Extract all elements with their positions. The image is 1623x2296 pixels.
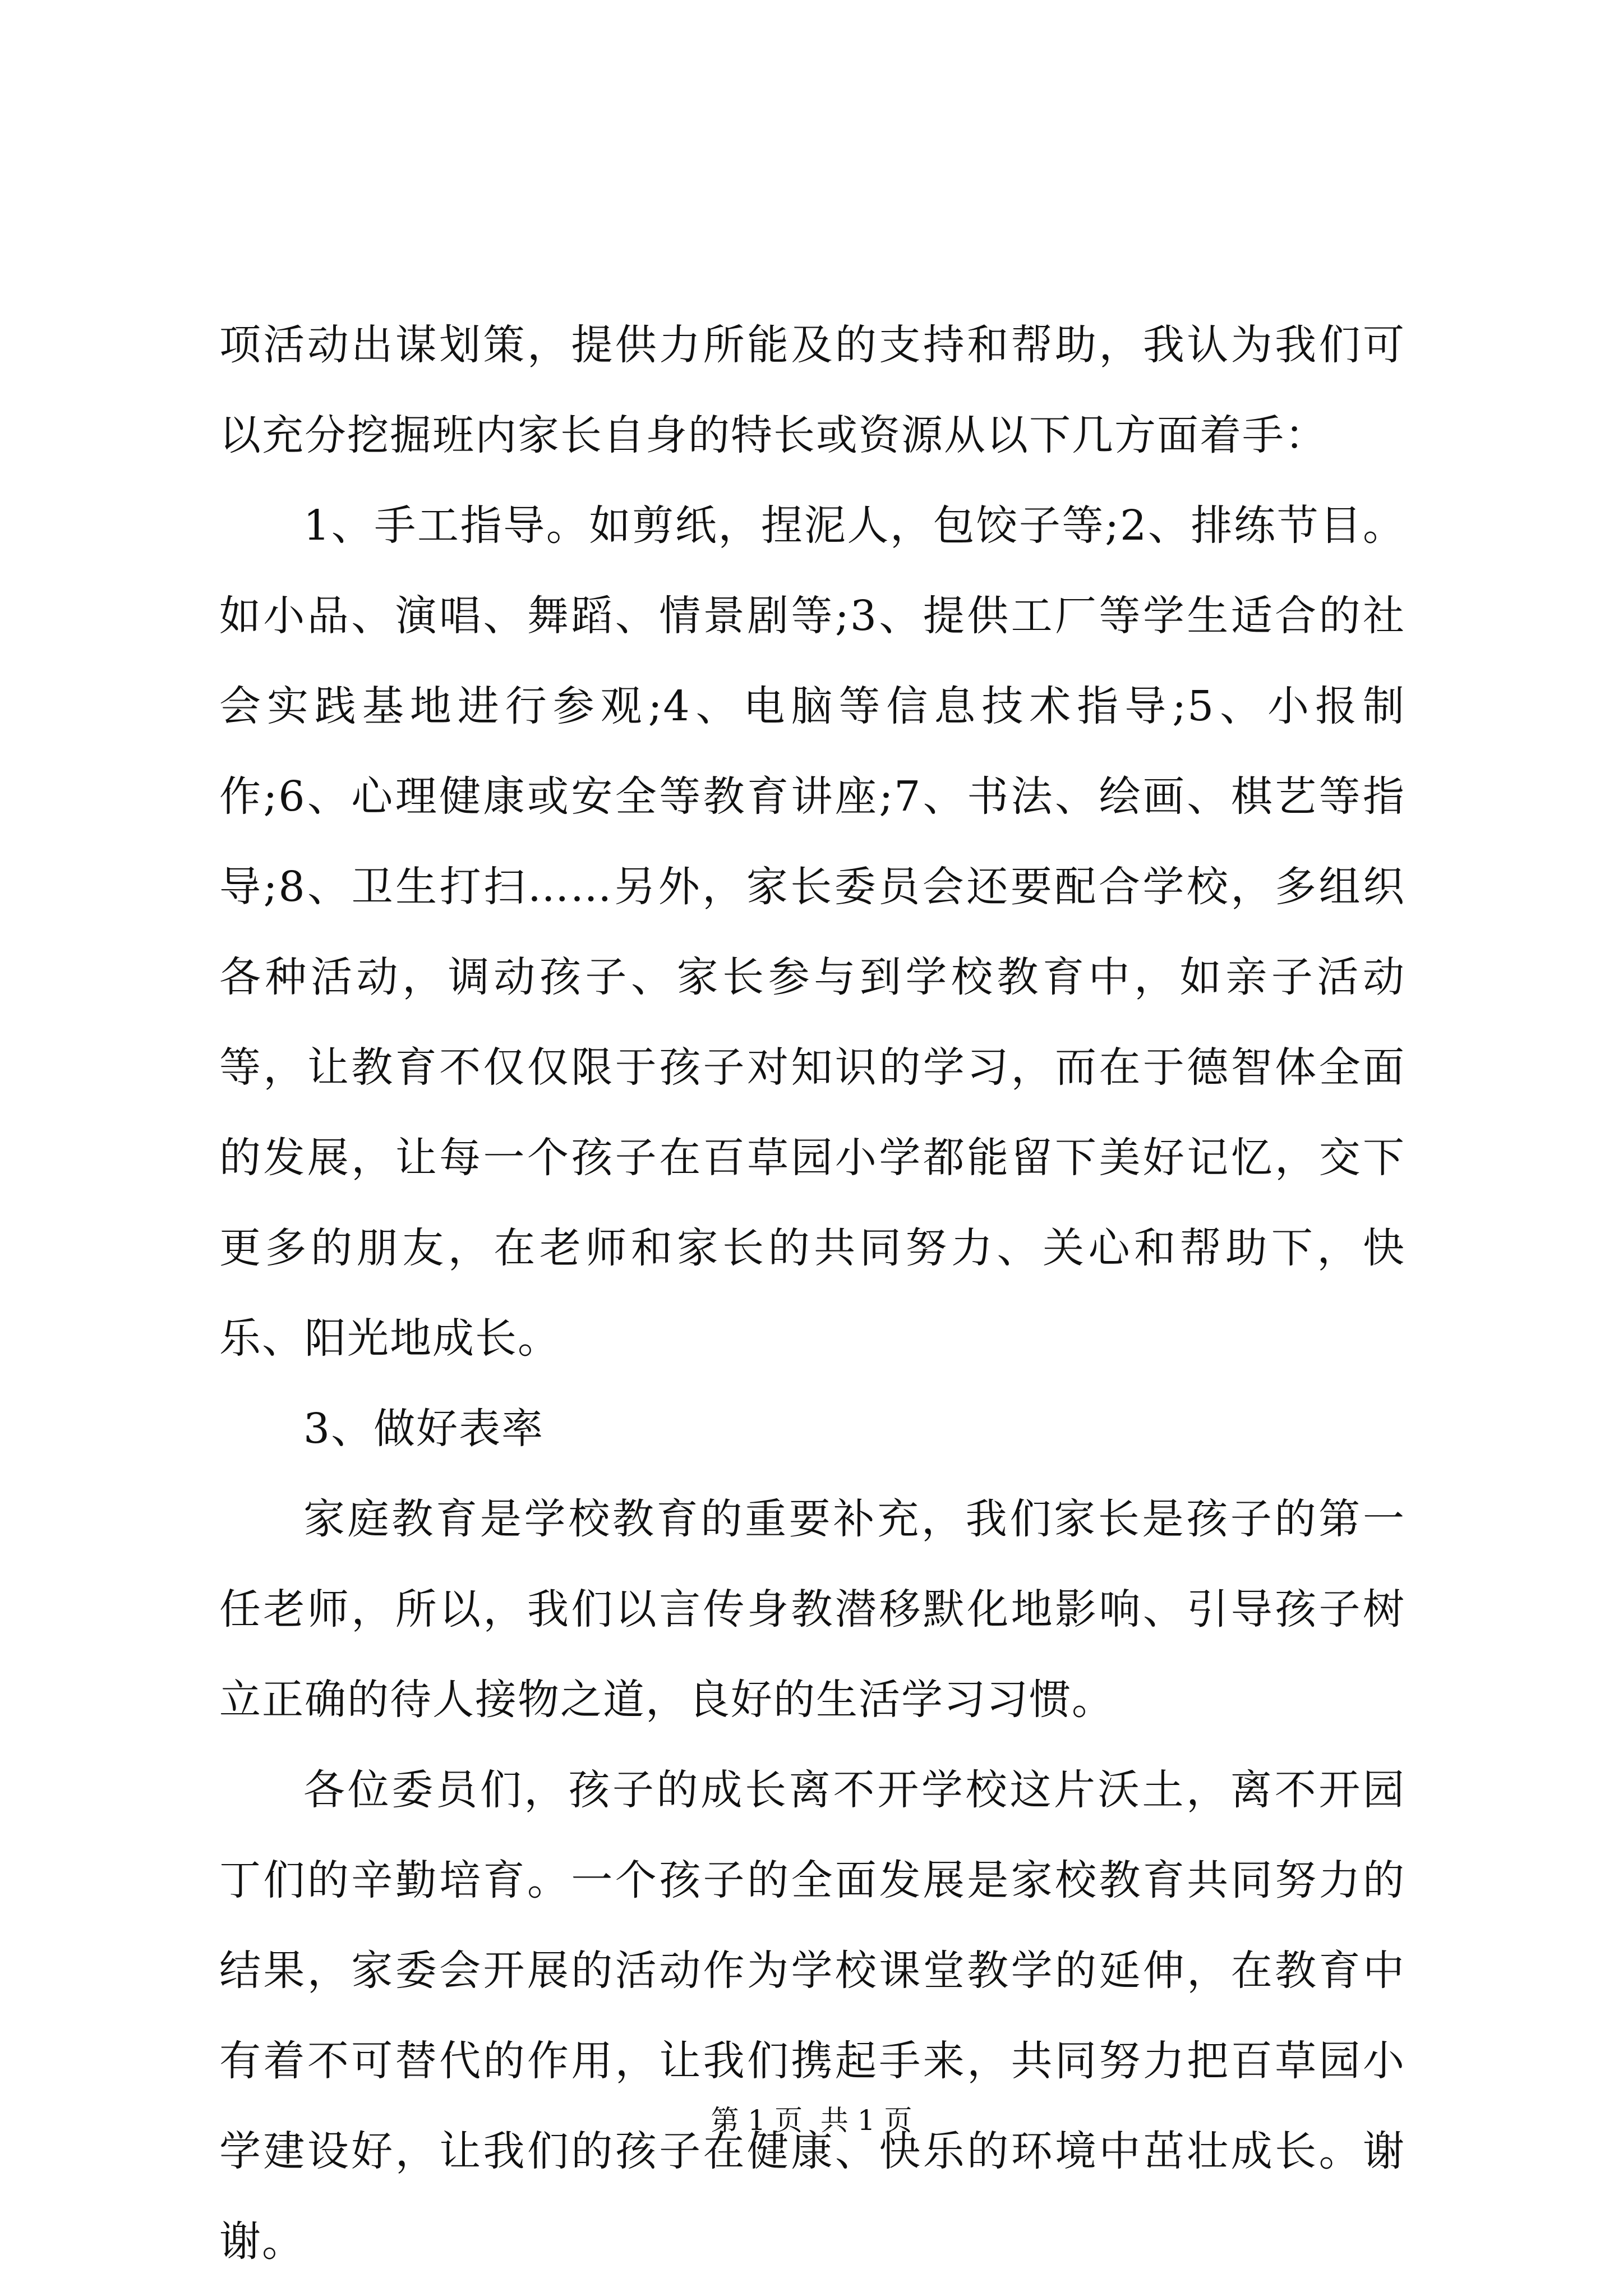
paragraph-closing: 各位委员们，孩子的成长离不开学校这片沃土，离不开园丁们的辛勤培育。一个孩子的全面发展是家校教育共同努力的结果，家委会开展的活动作为学校课堂教学的延伸，在教育中有着不可替代的作用，让我们携起手来，共同努力把百草园小学建设好，让我们的孩子在健康、快乐的环境中茁壮成长。谢谢。 — [219, 1766, 1405, 2266]
paragraph-list-items: 1、手工指导。如剪纸，捏泥人，包饺子等;2、排练节目。如小品、演唱、舞蹈、情景剧等;3、提供工厂等学生适合的社会实践基地进行参观;4、电脑等信息技术指导;5、小报制作;6、心理健康或安全等教育讲座;7、书法、绘画、棋艺等指导;8、卫生打扫……另外，家长委员会还要配合学校，多组织各种活动，调动孩子、家长参与到学校教育中，如亲子活动等，让教育不仅仅限于孩子对知识的学习，而在于德智体全面的发展，让每一个孩子在百草园小学都能留下美好记忆，交下更多的朋友，在老师和家长的共同努力、关心和帮助下，快乐、阳光地成长。 — [219, 501, 1405, 1363]
page-footer — [0, 2101, 1623, 2140]
section-heading: 3、做好表率 — [303, 1405, 545, 1453]
document-body — [219, 300, 1405, 2287]
page-number: 第 1 页 共 1 页 — [711, 2104, 912, 2137]
paragraph-family-education: 家庭教育是学校教育的重要补充，我们家长是孩子的第一任老师，所以，我们以言传身教潜移默化地影响、引导孩子树立正确的待人接物之道，良好的生活学习习惯。 — [219, 1495, 1405, 1724]
paragraph-continuation: 项活动出谋划策，提供力所能及的支持和帮助，我认为我们可以充分挖掘班内家长自身的特长或资源从以下几方面着手： — [219, 321, 1405, 459]
